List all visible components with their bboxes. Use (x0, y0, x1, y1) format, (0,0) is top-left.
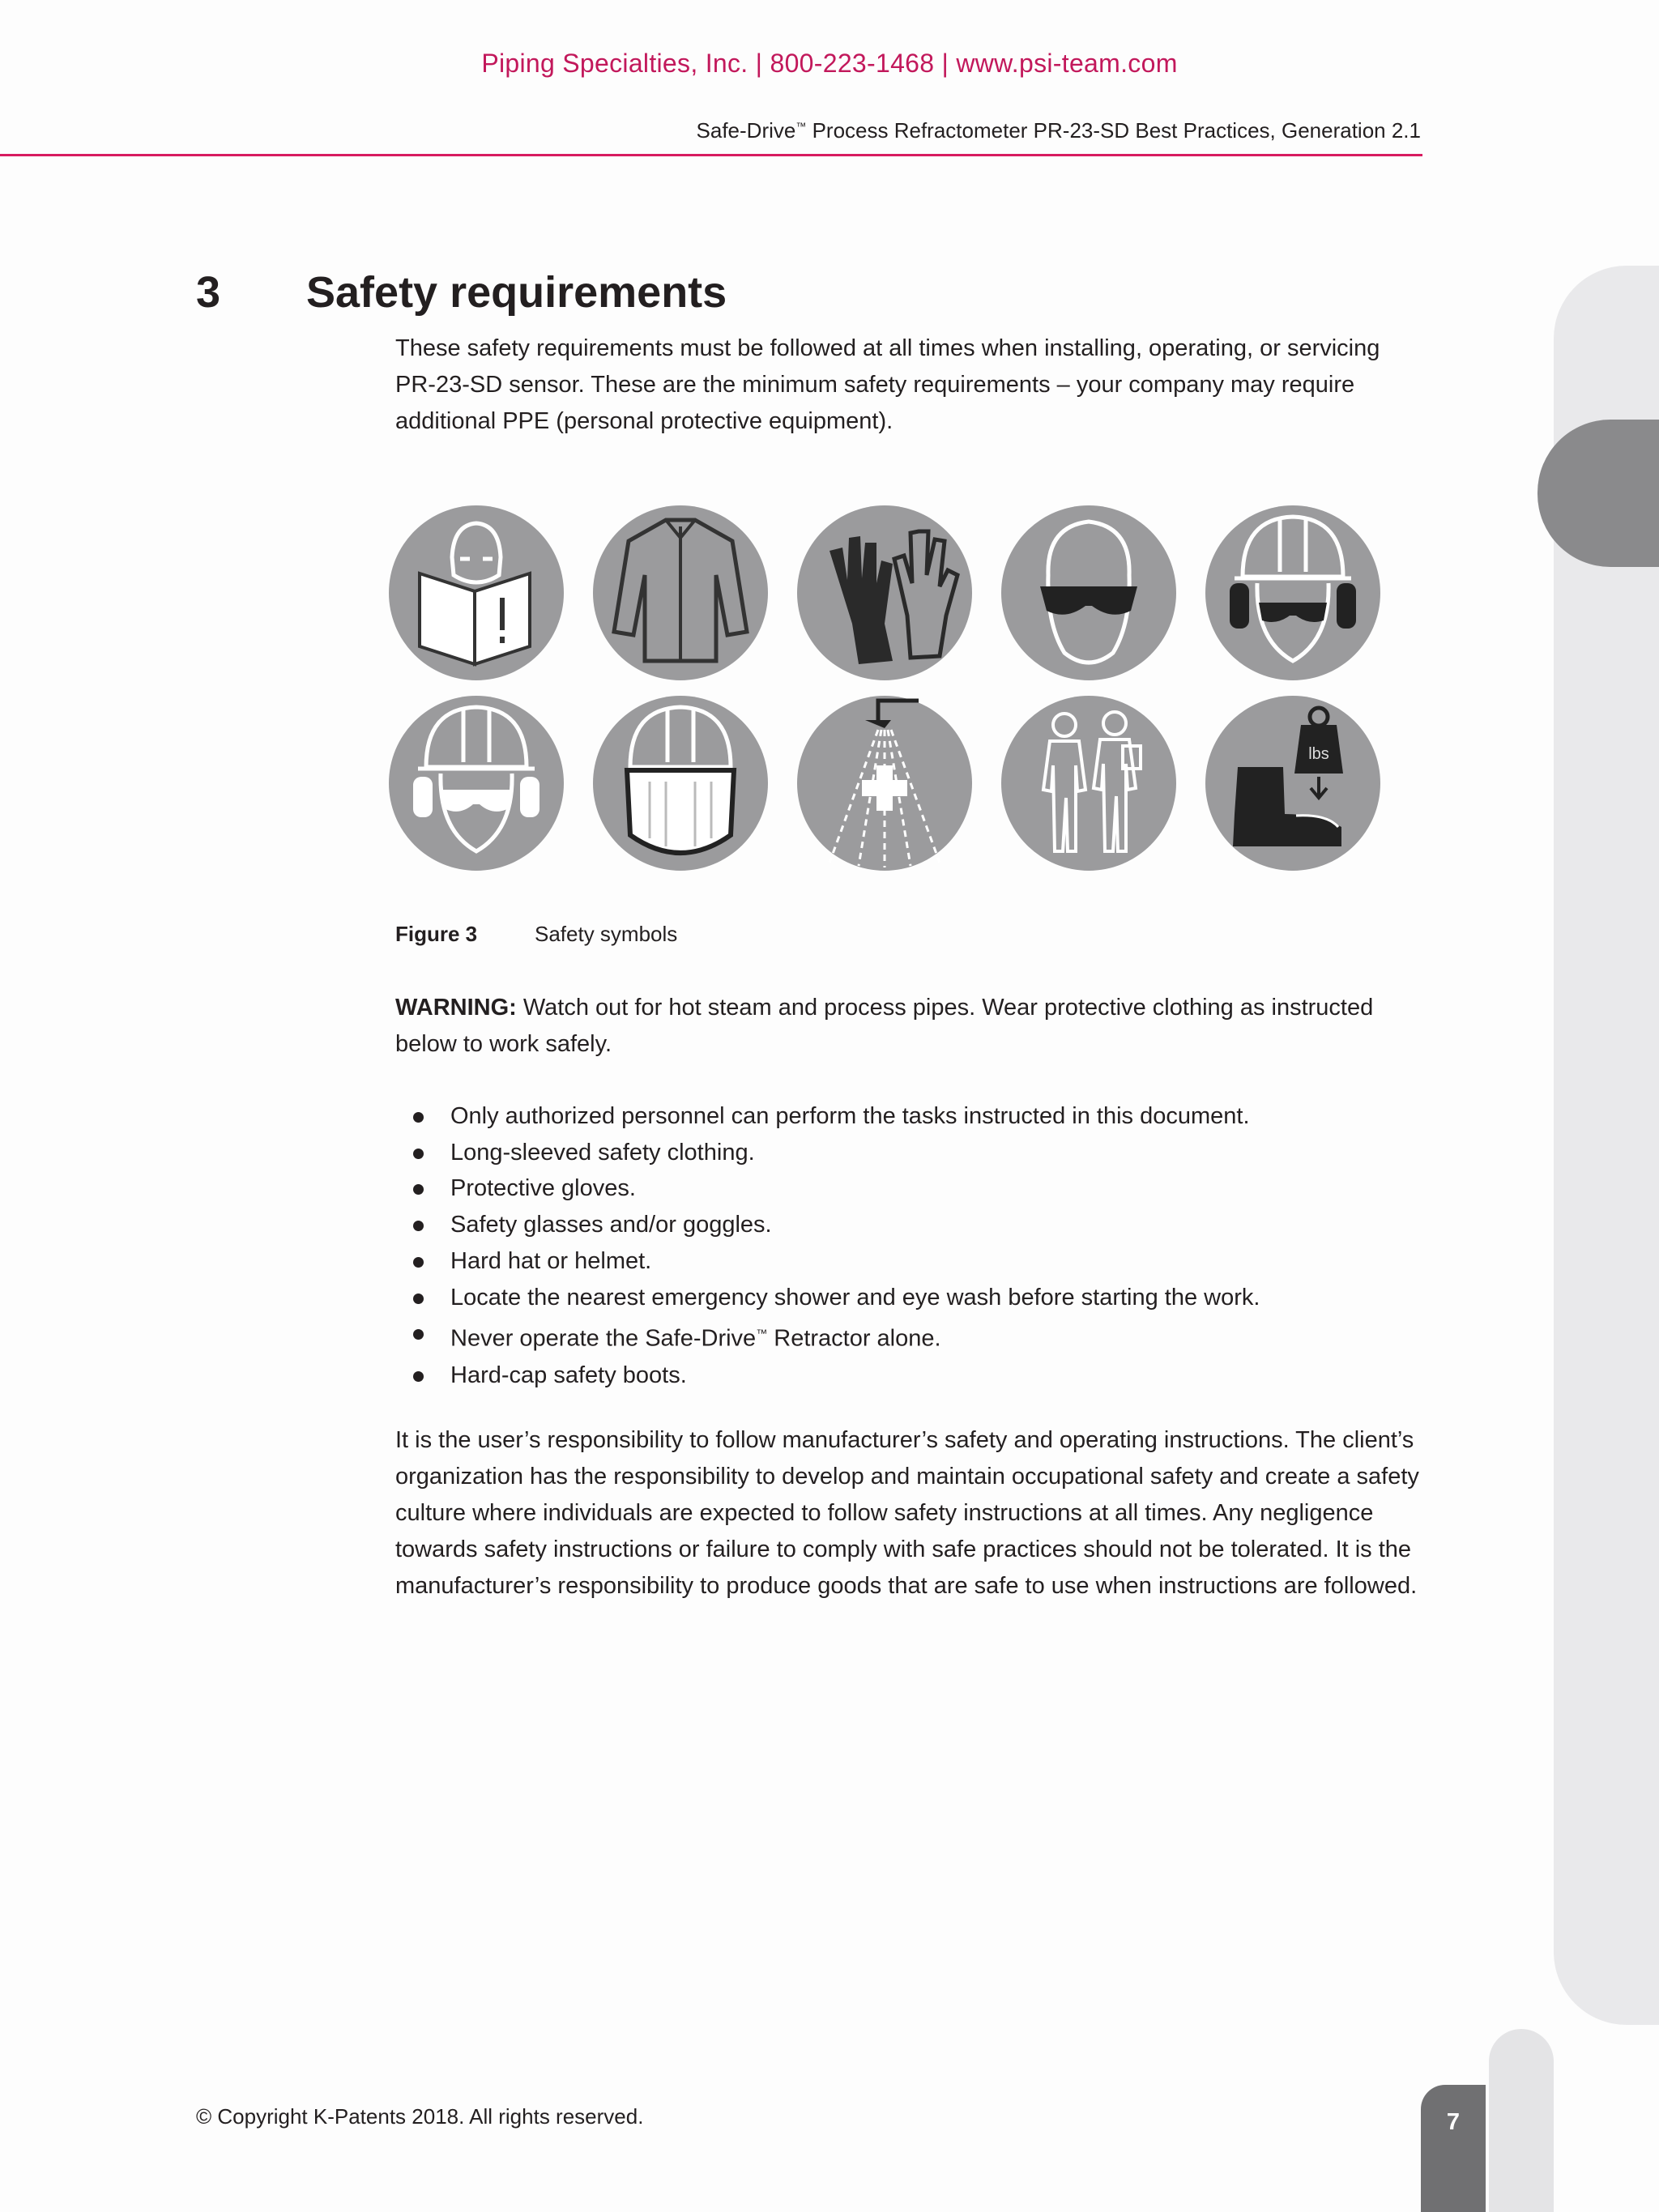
safety-symbols-figure (389, 502, 1387, 871)
hard-hat-ear-protection-icon (1205, 505, 1380, 680)
hard-hat-goggles-icon (389, 696, 564, 871)
face-shield-icon (593, 696, 768, 871)
list-item: Never operate the Safe-Drive™ Retractor alone. (413, 1315, 1260, 1357)
responsibility-paragraph: It is the user’s responsibility to follow manufacturer’s safety and operating instructions. The client’s organization has the responsibility to develop and maintain occupational safety and create a safety culture where individuals are expected to follow safety instructions at all times. Any negligence towards safety instructions or failure to comply with safe practices should not be tolerated. It is the manufacturer’s responsibility to produce goods that are safe to use when instructions are followed. (395, 1427, 1419, 1599)
copyright-notice: © Copyright K-Patents 2018. All rights reserved. (196, 2104, 644, 2129)
weight-label: lbs (1308, 745, 1329, 763)
document-title: Safe-Drive™ Process Refractometer PR-23-SD Best Practices, Generation 2.1 (696, 118, 1421, 143)
list-item: Safety glasses and/or goggles. (413, 1207, 1260, 1243)
list-item: Hard-cap safety boots. (413, 1357, 1260, 1394)
two-persons-icon (1001, 696, 1176, 871)
protective-gloves-icon (797, 505, 972, 680)
safety-boots-icon (1205, 696, 1380, 871)
company-contact-line: Piping Specialties, Inc. | 800-223-1468 | www.psi-team.com (481, 49, 1178, 78)
intro-paragraph: These safety requirements must be followed at all times when installing, operating, or servicing PR-23-SD sensor. These are the minimum safety requirements – your company may require additional PPE (personal protective equipment). (395, 335, 1380, 434)
list-item: Hard hat or helmet. (413, 1243, 1260, 1280)
list-item: Protective gloves. (413, 1170, 1260, 1207)
page-number-tab (1421, 2085, 1486, 2212)
figure-caption (395, 922, 677, 947)
list-item: Locate the nearest emergency shower and eye wash before starting the work. (413, 1280, 1260, 1316)
side-tab-bottom (1489, 2029, 1554, 2212)
list-item: Only authorized personnel can perform the tasks instructed in this document. (413, 1098, 1260, 1135)
safety-glasses-icon (1001, 505, 1176, 680)
warning-text: Watch out for hot steam and process pipes. Wear protective clothing as instructed below to work safely. (395, 995, 1374, 1057)
protective-clothing-icon (593, 505, 768, 680)
read-manual-icon (389, 505, 564, 680)
list-item: Long-sleeved safety clothing. (413, 1135, 1260, 1171)
figure-caption-text: Safety symbols (535, 922, 678, 946)
figure-number: Figure 3 (395, 922, 478, 946)
header-rule (0, 154, 1422, 156)
page-number: 7 (1446, 2109, 1461, 2135)
warning-label: WARNING: (395, 995, 517, 1021)
emergency-shower-icon (797, 696, 972, 871)
section-title: Safety requirements (306, 268, 727, 317)
warning-paragraph (395, 990, 1424, 1063)
section-number: 3 (196, 268, 221, 317)
safety-requirements-list (413, 1098, 1260, 1393)
